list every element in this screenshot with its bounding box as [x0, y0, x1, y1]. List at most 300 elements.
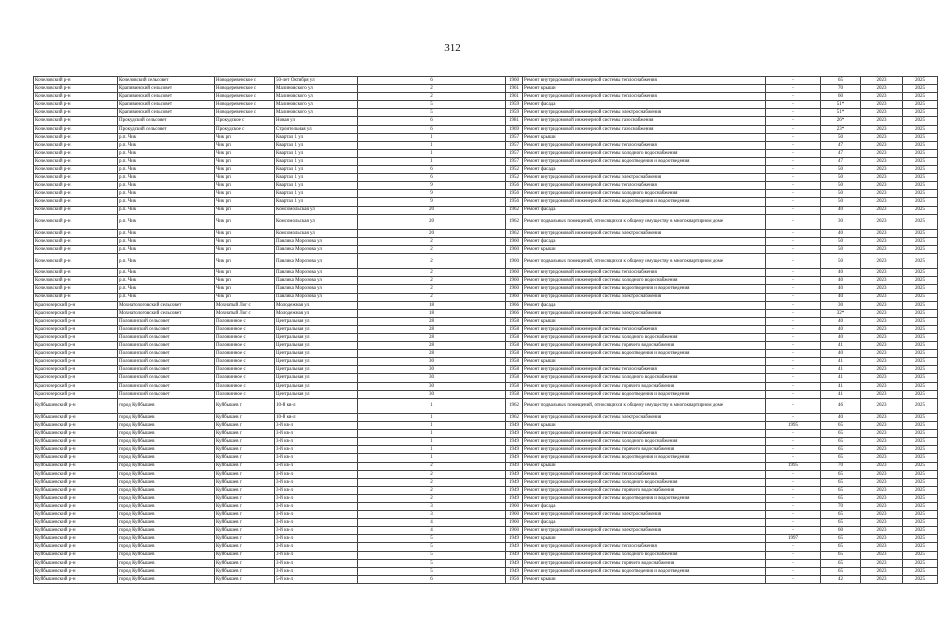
table-row — [34, 454, 938, 462]
cell-last-repair-year: - — [766, 502, 821, 510]
cell-house-number: 6 — [358, 125, 506, 133]
cell-last-repair-year: - — [766, 157, 821, 165]
cell-last-repair-year: 1997 — [766, 535, 821, 543]
cell-last-repair-year: - — [766, 85, 821, 93]
cell-municipality: город Куйбышев — [118, 511, 215, 519]
cell-last-repair-year: - — [766, 190, 821, 198]
cell-municipality: р.п. Чик — [118, 141, 215, 149]
cell-last-repair-year: - — [766, 438, 821, 446]
cell-work-type: Ремонт внутридомовой инженерной системы газоснабжения — [523, 117, 766, 125]
cell-last-repair-year: - — [766, 478, 821, 486]
cell-build-year: 1949 — [506, 462, 523, 470]
cell-work-type: Ремонт внутридомовой инженерной системы электроснабжения — [523, 229, 766, 237]
cell-start-year: 2023 — [861, 567, 903, 575]
table-row — [34, 293, 938, 301]
cell-district: Кочеловский р-н — [34, 174, 118, 182]
table-row — [34, 125, 938, 133]
cell-last-repair-year: - — [766, 141, 821, 149]
cell-district: Куйбышевский р-н — [34, 519, 118, 527]
cell-district: Куйбышевский р-н — [34, 502, 118, 510]
cell-start-year: 2023 — [861, 398, 903, 413]
cell-end-year: 2025 — [903, 358, 938, 366]
cell-locality: Чик рп — [215, 245, 275, 253]
cell-locality: Куйбышев г — [215, 486, 275, 494]
cell-house-number: 18 — [358, 309, 506, 317]
cell-locality: Мохнатый Лог с — [215, 309, 275, 317]
table-row — [34, 575, 938, 583]
cell-build-year: 1949 — [506, 543, 523, 551]
cell-build-year: 1949 — [506, 551, 523, 559]
cell-locality: Половинное с — [215, 325, 275, 333]
cell-wear-percent: 40 — [821, 350, 861, 358]
cell-last-repair-year: - — [766, 390, 821, 398]
cell-street: Квартал 1 ул — [275, 141, 358, 149]
cell-locality: Половинное с — [215, 374, 275, 382]
cell-municipality: р.п. Чик — [118, 214, 215, 229]
cell-municipality: город Куйбышев — [118, 519, 215, 527]
cell-build-year: 1956 — [506, 182, 523, 190]
cell-end-year: 2025 — [903, 438, 938, 446]
cell-work-type: Ремонт крыши — [523, 245, 766, 253]
cell-work-type: Ремонт внутридомовой инженерной системы электроснабжения — [523, 527, 766, 535]
table-row — [34, 342, 938, 350]
table-row — [34, 382, 938, 390]
cell-district: Куйбышевский р-н — [34, 543, 118, 551]
cell-start-year: 2023 — [861, 237, 903, 245]
cell-district: Кочеловский р-н — [34, 277, 118, 285]
cell-house-number: 1 — [358, 446, 506, 454]
cell-work-type: Ремонт крыши — [523, 358, 766, 366]
cell-locality: Чик рп — [215, 133, 275, 141]
cell-municipality: город Куйбышев — [118, 543, 215, 551]
cell-start-year: 2023 — [861, 366, 903, 374]
cell-house-number: 20 — [358, 206, 506, 214]
cell-start-year: 2023 — [861, 511, 903, 519]
cell-work-type: Ремонт внутридомовой инженерной системы холодного водоснабжения — [523, 438, 766, 446]
cell-street: Комсомольская ул — [275, 214, 358, 229]
cell-wear-percent: 65 — [821, 511, 861, 519]
cell-end-year: 2025 — [903, 454, 938, 462]
cell-wear-percent: 70 — [821, 502, 861, 510]
table-row — [34, 157, 938, 165]
cell-locality: Куйбышев г — [215, 551, 275, 559]
cell-street: Центральная ул — [275, 317, 358, 325]
cell-locality: Прокудское с — [215, 117, 275, 125]
cell-district: Кочеловский р-н — [34, 77, 118, 85]
cell-work-type: Ремонт внутридомовой инженерной системы теплоснабжения — [523, 543, 766, 551]
cell-last-repair-year: - — [766, 454, 821, 462]
cell-street: Павлика Морозова ул — [275, 237, 358, 245]
cell-work-type: Ремонт внутридомовой инженерной системы теплоснабжения — [523, 93, 766, 101]
cell-locality: Чик рп — [215, 141, 275, 149]
cell-house-number: 3 — [358, 511, 506, 519]
cell-last-repair-year: - — [766, 269, 821, 277]
cell-last-repair-year: - — [766, 575, 821, 583]
cell-start-year: 2023 — [861, 502, 903, 510]
cell-municipality: Крапивинский сельсовет — [118, 93, 215, 101]
cell-street: 3-й кв-л — [275, 567, 358, 575]
cell-locality: Куйбышев г — [215, 454, 275, 462]
cell-locality: Чик рп — [215, 269, 275, 277]
cell-work-type: Ремонт внутридомовой инженерной системы водоотведения и водоотведения — [523, 198, 766, 206]
cell-last-repair-year: - — [766, 543, 821, 551]
cell-house-number: 2 — [358, 494, 506, 502]
cell-end-year: 2025 — [903, 117, 938, 125]
cell-district: Кочеловский р-н — [34, 117, 118, 125]
cell-district: Краснозерский р-н — [34, 325, 118, 333]
cell-locality: Половинное с — [215, 317, 275, 325]
table-row — [34, 190, 938, 198]
cell-build-year: 1960 — [506, 293, 523, 301]
cell-district: Куйбышевский р-н — [34, 413, 118, 421]
cell-wear-percent: 65 — [821, 430, 861, 438]
cell-district: Куйбышевский р-н — [34, 438, 118, 446]
cell-end-year: 2025 — [903, 382, 938, 390]
cell-district: Кочеловский р-н — [34, 190, 118, 198]
cell-build-year: 1959 — [506, 109, 523, 117]
cell-locality: Куйбышев г — [215, 567, 275, 575]
cell-municipality: Мохнатологовский сельсовет — [118, 309, 215, 317]
cell-house-number: 3 — [358, 502, 506, 510]
cell-locality: Чик рп — [215, 190, 275, 198]
cell-municipality: город Куйбышев — [118, 478, 215, 486]
cell-work-type: Ремонт фасада — [523, 166, 766, 174]
cell-build-year: 1949 — [506, 430, 523, 438]
cell-house-number: 30 — [358, 374, 506, 382]
cell-house-number: 1 — [358, 141, 506, 149]
cell-locality: Куйбышев г — [215, 398, 275, 413]
cell-build-year: 1957 — [506, 133, 523, 141]
cell-work-type: Ремонт внутридомовой инженерной системы теплоснабжения — [523, 430, 766, 438]
table-row — [34, 551, 938, 559]
cell-house-number: 6 — [358, 117, 506, 125]
cell-district: Кочеловский р-н — [34, 157, 118, 165]
cell-wear-percent: 70 — [821, 462, 861, 470]
cell-district: Краснозерский р-н — [34, 350, 118, 358]
cell-end-year: 2025 — [903, 494, 938, 502]
cell-last-repair-year: - — [766, 229, 821, 237]
cell-locality: Новодеревенское с — [215, 77, 275, 85]
repair-schedule-table — [33, 76, 938, 584]
cell-last-repair-year: - — [766, 430, 821, 438]
cell-end-year: 2025 — [903, 543, 938, 551]
cell-start-year: 2023 — [861, 182, 903, 190]
cell-build-year: 1949 — [506, 470, 523, 478]
cell-wear-percent: 65 — [821, 486, 861, 494]
table-row — [34, 174, 938, 182]
cell-house-number: 30 — [358, 390, 506, 398]
cell-work-type: Ремонт внутридомовой инженерной системы теплоснабжения — [523, 470, 766, 478]
cell-locality: Чик рп — [215, 157, 275, 165]
cell-district: Кочеловский р-н — [34, 149, 118, 157]
cell-district: Краснозерский р-н — [34, 390, 118, 398]
table-row — [34, 214, 938, 229]
cell-wear-percent: 50 — [821, 133, 861, 141]
cell-street: Квартал 1 ул — [275, 166, 358, 174]
cell-municipality: город Куйбышев — [118, 398, 215, 413]
cell-municipality: Мохнатологовский сельсовет — [118, 301, 215, 309]
cell-last-repair-year: - — [766, 254, 821, 269]
cell-municipality: р.п. Чик — [118, 198, 215, 206]
cell-street: Малиновского ул — [275, 109, 358, 117]
cell-start-year: 2023 — [861, 551, 903, 559]
cell-street: Павлика Морозова ул — [275, 245, 358, 253]
cell-municipality: город Куйбышев — [118, 454, 215, 462]
cell-street: Комсомольская ул — [275, 229, 358, 237]
cell-street: Центральная ул — [275, 390, 358, 398]
cell-end-year: 2025 — [903, 567, 938, 575]
cell-house-number: 1 — [358, 149, 506, 157]
cell-work-type: Ремонт внутридомовой инженерной системы электроснабжения — [523, 413, 766, 421]
cell-wear-percent: 65 — [821, 551, 861, 559]
table-row — [34, 254, 938, 269]
cell-wear-percent: 65 — [821, 519, 861, 527]
cell-last-repair-year: - — [766, 93, 821, 101]
cell-street: 3-й кв-л — [275, 527, 358, 535]
cell-last-repair-year: - — [766, 285, 821, 293]
cell-last-repair-year: - — [766, 511, 821, 519]
cell-build-year: 1958 — [506, 366, 523, 374]
table-row — [34, 77, 938, 85]
cell-end-year: 2025 — [903, 93, 938, 101]
cell-last-repair-year: - — [766, 567, 821, 575]
cell-end-year: 2025 — [903, 293, 938, 301]
cell-street: 3-й кв-л — [275, 478, 358, 486]
cell-street: Павлика Морозова ул — [275, 269, 358, 277]
table-row — [34, 422, 938, 430]
cell-municipality: р.п. Чик — [118, 182, 215, 190]
cell-locality: Половинное с — [215, 334, 275, 342]
cell-locality: Половинное с — [215, 350, 275, 358]
cell-end-year: 2025 — [903, 511, 938, 519]
cell-wear-percent: 50 — [821, 254, 861, 269]
cell-street: Квартал 1 ул — [275, 182, 358, 190]
cell-build-year: 1949 — [506, 454, 523, 462]
cell-start-year: 2023 — [861, 446, 903, 454]
cell-locality: Половинное с — [215, 382, 275, 390]
cell-build-year: 1957 — [506, 141, 523, 149]
cell-wear-percent: 65 — [821, 446, 861, 454]
cell-start-year: 2023 — [861, 157, 903, 165]
cell-district: Куйбышевский р-н — [34, 486, 118, 494]
cell-last-repair-year: - — [766, 342, 821, 350]
cell-district: Краснозерский р-н — [34, 358, 118, 366]
cell-end-year: 2025 — [903, 133, 938, 141]
cell-district: Куйбышевский р-н — [34, 511, 118, 519]
cell-start-year: 2023 — [861, 206, 903, 214]
cell-work-type: Ремонт крыши — [523, 535, 766, 543]
cell-last-repair-year: - — [766, 245, 821, 253]
table-row — [34, 206, 938, 214]
cell-start-year: 2023 — [861, 422, 903, 430]
cell-start-year: 2023 — [861, 317, 903, 325]
cell-district: Куйбышевский р-н — [34, 470, 118, 478]
cell-district: Кочеловский р-н — [34, 214, 118, 229]
cell-municipality: город Куйбышев — [118, 486, 215, 494]
cell-wear-percent: 50 — [821, 182, 861, 190]
cell-street: Квартал 1 ул — [275, 133, 358, 141]
cell-end-year: 2025 — [903, 374, 938, 382]
cell-district: Кочеловский р-н — [34, 206, 118, 214]
cell-last-repair-year: - — [766, 382, 821, 390]
cell-street: 3-й кв-л — [275, 454, 358, 462]
cell-house-number: 1 — [358, 157, 506, 165]
cell-work-type: Ремонт внутридомовой инженерной системы холодного водоснабжения — [523, 374, 766, 382]
cell-last-repair-year: - — [766, 366, 821, 374]
cell-start-year: 2023 — [861, 413, 903, 421]
cell-house-number: 30 — [358, 366, 506, 374]
cell-street: 3-й кв-л — [275, 559, 358, 567]
cell-locality: Чик рп — [215, 277, 275, 285]
cell-build-year: 1961 — [506, 93, 523, 101]
cell-start-year: 2023 — [861, 575, 903, 583]
cell-house-number: 1 — [358, 438, 506, 446]
cell-work-type: Ремонт внутридомовой инженерной системы водоотведения и водоотведения — [523, 494, 766, 502]
table-row — [34, 245, 938, 253]
cell-street: 50-лет Октября ул — [275, 77, 358, 85]
cell-work-type: Ремонт внутридомовой инженерной системы электроснабжения — [523, 293, 766, 301]
cell-end-year: 2025 — [903, 141, 938, 149]
cell-last-repair-year: - — [766, 446, 821, 454]
cell-build-year: 1949 — [506, 446, 523, 454]
cell-start-year: 2023 — [861, 85, 903, 93]
cell-district: Куйбышевский р-н — [34, 575, 118, 583]
cell-house-number: 1 — [358, 430, 506, 438]
cell-street: 3-й кв-л — [275, 519, 358, 527]
cell-street: 3-й кв-л — [275, 535, 358, 543]
cell-house-number: 2 — [358, 277, 506, 285]
cell-work-type: Ремонт внутридомовой инженерной системы водоотведения и водоотведения — [523, 157, 766, 165]
cell-end-year: 2025 — [903, 325, 938, 333]
table-row — [34, 182, 938, 190]
cell-build-year: 1960 — [506, 77, 523, 85]
cell-work-type: Ремонт внутридомовой инженерной системы водоотведения и водоотведения — [523, 350, 766, 358]
cell-house-number: 28 — [358, 317, 506, 325]
cell-district: Кочеловский р-н — [34, 254, 118, 269]
cell-work-type: Ремонт внутридомовой инженерной системы горячего водоснабжения — [523, 446, 766, 454]
cell-last-repair-year: - — [766, 109, 821, 117]
cell-wear-percent: 65 — [821, 454, 861, 462]
cell-work-type: Ремонт фасада — [523, 237, 766, 245]
cell-wear-percent: 26* — [821, 117, 861, 125]
table-row — [34, 149, 938, 157]
cell-wear-percent: 40 — [821, 334, 861, 342]
cell-wear-percent: 23* — [821, 125, 861, 133]
cell-house-number: 2 — [358, 462, 506, 470]
cell-work-type: Ремонт внутридомовой инженерной системы холодного водоснабжения — [523, 551, 766, 559]
cell-street: Центральная ул — [275, 358, 358, 366]
cell-municipality: Половинский сельсовет — [118, 350, 215, 358]
cell-work-type: Ремонт крыши — [523, 317, 766, 325]
cell-district: Куйбышевский р-н — [34, 422, 118, 430]
cell-wear-percent: 47 — [821, 149, 861, 157]
cell-street: 3-й кв-л — [275, 551, 358, 559]
cell-end-year: 2025 — [903, 109, 938, 117]
cell-municipality: р.п. Чик — [118, 277, 215, 285]
cell-start-year: 2023 — [861, 101, 903, 109]
cell-build-year: 1960 — [506, 285, 523, 293]
cell-work-type: Ремонт крыши — [523, 133, 766, 141]
cell-wear-percent: 60 — [821, 527, 861, 535]
cell-end-year: 2025 — [903, 198, 938, 206]
cell-wear-percent: 41 — [821, 374, 861, 382]
cell-street: 3-й кв-л — [275, 438, 358, 446]
cell-locality: Куйбышев г — [215, 470, 275, 478]
cell-build-year: 1960 — [506, 237, 523, 245]
cell-start-year: 2023 — [861, 390, 903, 398]
cell-municipality: р.п. Чик — [118, 206, 215, 214]
cell-locality: Половинное с — [215, 390, 275, 398]
cell-house-number: 6 — [358, 174, 506, 182]
cell-district: Кочеловский р-н — [34, 133, 118, 141]
cell-municipality: р.п. Чик — [118, 229, 215, 237]
cell-house-number: 5 — [358, 551, 506, 559]
cell-work-type: Ремонт внутридомовой инженерной системы горячего водоснабжения — [523, 559, 766, 567]
cell-start-year: 2023 — [861, 174, 903, 182]
cell-street: Квартал 1 ул — [275, 198, 358, 206]
cell-house-number: 30 — [358, 358, 506, 366]
cell-house-number: 5 — [358, 535, 506, 543]
cell-end-year: 2025 — [903, 206, 938, 214]
cell-end-year: 2025 — [903, 214, 938, 229]
cell-municipality: Половинский сельсовет — [118, 374, 215, 382]
cell-build-year: 1949 — [506, 494, 523, 502]
cell-wear-percent: 40 — [821, 317, 861, 325]
cell-house-number: 28 — [358, 350, 506, 358]
cell-build-year: 1981 — [506, 117, 523, 125]
cell-start-year: 2023 — [861, 430, 903, 438]
table-row — [34, 438, 938, 446]
cell-start-year: 2023 — [861, 245, 903, 253]
cell-house-number: 2 — [358, 285, 506, 293]
cell-last-repair-year: - — [766, 293, 821, 301]
cell-start-year: 2023 — [861, 325, 903, 333]
cell-district: Кочеловский р-н — [34, 101, 118, 109]
cell-locality: Чик рп — [215, 149, 275, 157]
cell-street: Квартал 1 ул — [275, 174, 358, 182]
cell-municipality: город Куйбышев — [118, 567, 215, 575]
cell-district: Кочеловский р-н — [34, 109, 118, 117]
cell-start-year: 2023 — [861, 93, 903, 101]
cell-locality: Половинное с — [215, 358, 275, 366]
cell-end-year: 2025 — [903, 254, 938, 269]
cell-municipality: город Куйбышев — [118, 535, 215, 543]
table-row — [34, 462, 938, 470]
cell-house-number: 6 — [358, 77, 506, 85]
cell-street: 10-й кв-л — [275, 398, 358, 413]
cell-house-number: 4 — [358, 519, 506, 527]
cell-locality: Новодеревенское с — [215, 85, 275, 93]
cell-street: Центральная ул — [275, 374, 358, 382]
cell-house-number: 28 — [358, 334, 506, 342]
cell-last-repair-year: - — [766, 358, 821, 366]
cell-house-number: 5 — [358, 109, 506, 117]
cell-street: Центральная ул — [275, 366, 358, 374]
cell-district: Краснозерский р-н — [34, 382, 118, 390]
cell-street: Новая ул — [275, 117, 358, 125]
cell-build-year: 1956 — [506, 575, 523, 583]
cell-wear-percent: 65 — [821, 438, 861, 446]
cell-start-year: 2023 — [861, 470, 903, 478]
cell-work-type: Ремонт внутридомовой инженерной системы горячего водоснабжения — [523, 342, 766, 350]
cell-street: 3-й кв-л — [275, 430, 358, 438]
cell-start-year: 2023 — [861, 543, 903, 551]
cell-last-repair-year: - — [766, 182, 821, 190]
cell-street: 3-й кв-л — [275, 422, 358, 430]
cell-start-year: 2023 — [861, 254, 903, 269]
cell-start-year: 2023 — [861, 519, 903, 527]
cell-start-year: 2023 — [861, 109, 903, 117]
